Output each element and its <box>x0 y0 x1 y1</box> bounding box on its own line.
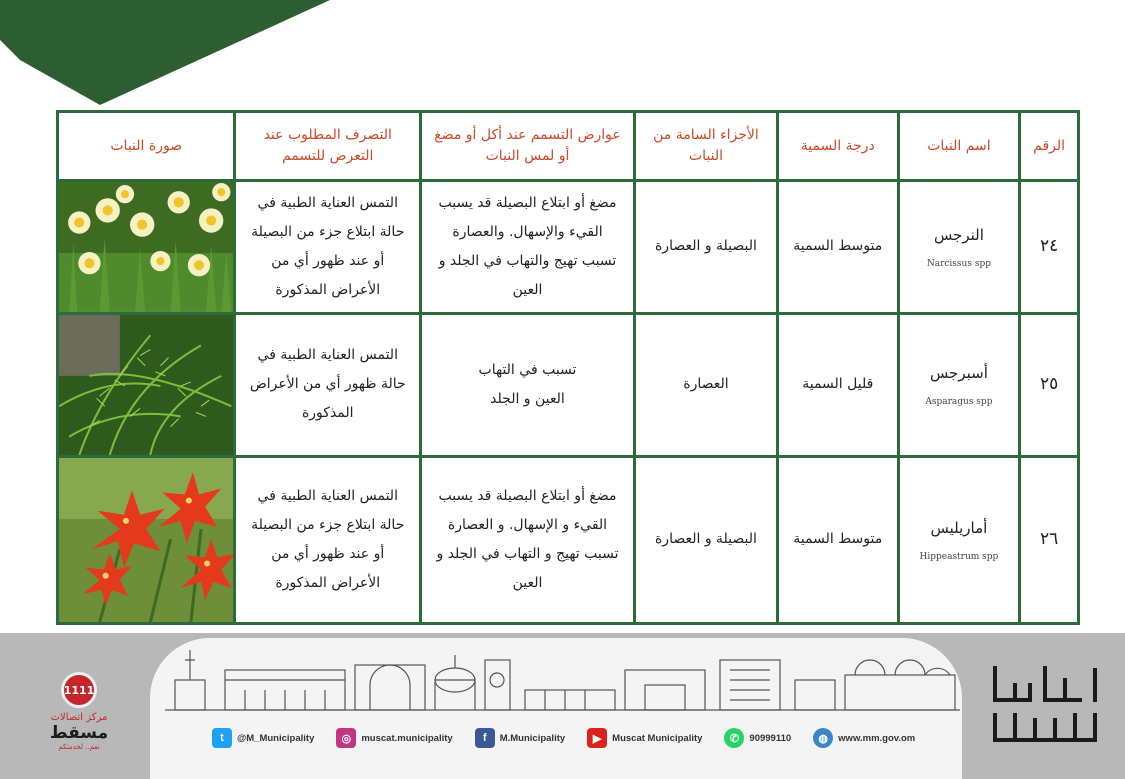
symptoms-text: مضغ أو ابتلاع البصيلة قد يسبب القيء و الإسهال. و العصارة تسبب تهيج و التهاب في الجلد و العين <box>436 487 619 591</box>
youtube-handle: Muscat Municipality <box>612 732 703 744</box>
action-cell <box>236 182 419 312</box>
plants-table <box>56 110 1080 625</box>
plant-name-ar: أسبرجس <box>929 364 988 383</box>
website-url: www.mm.gov.om <box>838 732 916 744</box>
header-symptoms <box>422 113 633 179</box>
action-text: التمس العناية الطبية في حالة ابتلاع جزء من البصيلة أو عند ظهور أي من الأعراض المذكورة <box>251 487 405 591</box>
symptoms-text: مضغ أو ابتلاع البصيلة قد يسبب القيء والإسهال. والعصارة تسبب تهيج والتهاب في الجلد و العين <box>438 194 617 298</box>
symptoms-text: تسبب في التهاب العين و الجلد <box>478 361 577 407</box>
facebook-icon: f <box>475 728 495 748</box>
plant-name-cell <box>900 315 1019 455</box>
action-text: التمس العناية الطبية في حالة ظهور أي من الأعراض المذكورة <box>249 347 406 422</box>
toxicity-cell: متوسط السمية <box>779 458 897 622</box>
instagram-icon: ◎ <box>336 728 356 748</box>
table-header-row <box>59 113 1077 179</box>
toxic-parts-cell: البصيلة و العصارة <box>636 182 776 312</box>
muscat-skyline-illustration <box>165 640 960 720</box>
call-center-logo <box>24 672 134 752</box>
whatsapp-link[interactable] <box>724 728 791 748</box>
social-links <box>212 726 927 750</box>
youtube-icon: ▶ <box>587 728 607 748</box>
youtube-link[interactable] <box>587 728 702 748</box>
header-image: صورة النبات <box>59 113 233 179</box>
toxic-parts-cell: البصيلة و العصارة <box>636 458 776 622</box>
whatsapp-icon: ✆ <box>724 728 744 748</box>
header-number: الرقم <box>1021 113 1077 179</box>
plant-name-latin: Asparagus spp <box>925 397 993 408</box>
call-center-line2: مسقط <box>49 723 109 743</box>
facebook-handle: M.Municipality <box>499 732 566 744</box>
corner-decoration <box>0 0 330 110</box>
website-link[interactable] <box>813 728 915 748</box>
table-row <box>59 315 1077 455</box>
symptoms-cell <box>422 315 633 455</box>
header-toxic-parts-text: الأجزاء السامة من النبات <box>653 127 759 164</box>
twitter-handle: @M_Municipality <box>237 732 315 744</box>
row-number: ٢٥ <box>1021 315 1077 455</box>
plant-name-cell <box>900 458 1019 622</box>
muscat-municipality-logo <box>985 660 1105 750</box>
plant-name-latin: Hippeastrum spp <box>919 552 999 563</box>
instagram-link[interactable] <box>336 728 452 748</box>
plant-image-asparagus <box>59 315 233 455</box>
header-symptoms-text: عوارض التسمم عند أكل أو مضغ أو لمس النبات <box>434 127 621 164</box>
whatsapp-number: 90999110 <box>749 732 792 744</box>
action-cell <box>236 315 419 455</box>
header-action <box>236 113 419 179</box>
plant-name-cell <box>900 182 1019 312</box>
row-number: ٢٦ <box>1021 458 1077 622</box>
toxicity-cell: قليل السمية <box>779 315 897 455</box>
twitter-link[interactable] <box>212 728 314 748</box>
header-toxic-parts <box>636 113 776 179</box>
facebook-link[interactable] <box>475 728 565 748</box>
call-center-badge: 1111 <box>61 672 97 708</box>
twitter-icon: t <box>212 728 232 748</box>
plant-name-latin: Narcissus spp <box>926 259 991 270</box>
header-action-text: التصرف المطلوب عند التعرض للتسمم <box>263 127 392 164</box>
globe-icon: ◍ <box>813 728 833 748</box>
plant-image-amaryllis <box>59 458 233 622</box>
instagram-handle: muscat.municipality <box>361 732 453 744</box>
call-center-line3: نعم.. لخدمتكم <box>58 743 100 751</box>
toxic-parts-cell: العصارة <box>636 315 776 455</box>
action-cell <box>236 458 419 622</box>
symptoms-cell <box>422 458 633 622</box>
header-toxicity: درجة السمية <box>779 113 897 179</box>
call-center-line1: مركز اتصالات <box>50 712 108 723</box>
toxicity-cell: متوسط السمية <box>779 182 897 312</box>
header-plant-name: اسم النبات <box>900 113 1019 179</box>
plant-image-narcissus <box>59 182 233 312</box>
plant-name-ar: النرجس <box>933 226 984 245</box>
table-row <box>59 458 1077 622</box>
table-row <box>59 182 1077 312</box>
plant-name-ar: أماريليس <box>930 519 988 538</box>
symptoms-cell <box>422 182 633 312</box>
action-text: التمس العناية الطبية في حالة ابتلاع جزء من البصيلة أو عند ظهور أي من الأعراض المذكورة <box>251 194 405 298</box>
row-number: ٢٤ <box>1021 182 1077 312</box>
